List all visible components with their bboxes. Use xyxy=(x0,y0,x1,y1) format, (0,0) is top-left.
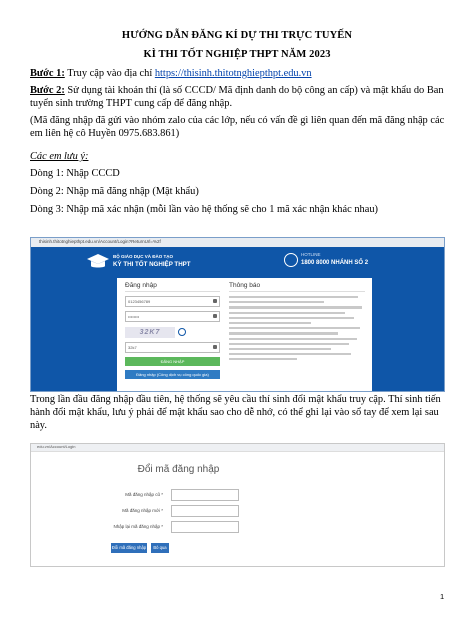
login-page-screenshot xyxy=(30,237,445,392)
step2-paragraph xyxy=(30,84,448,110)
old-code-input[interactable] xyxy=(171,489,239,501)
browser-address-bar xyxy=(31,238,444,247)
browser-address-bar xyxy=(31,444,444,452)
announcement-text-line xyxy=(229,332,338,334)
hotline-label: HOTLINE xyxy=(301,252,321,257)
instruction-line-1: Dòng 1: Nhập CCCD xyxy=(30,168,120,179)
announcement-panel xyxy=(229,282,365,363)
announcement-text-line xyxy=(229,301,324,303)
contact-note: (Mã đăng nhập đã gửi vào nhóm zalo của các lớp, nếu có vấn đề gì liên quan đến mã đăng nhập các em liên hệ cô Huyền 0975.683.861) xyxy=(30,115,445,139)
step1-label: Bước 1: xyxy=(30,68,65,79)
login-form xyxy=(125,282,220,379)
announcement-text-line xyxy=(229,317,354,319)
announcement-text-line xyxy=(229,348,331,350)
change-password-screenshot xyxy=(30,443,445,567)
login-card xyxy=(117,278,372,391)
captcha-value: 32k7 xyxy=(128,345,137,350)
announcement-text-line xyxy=(229,338,357,340)
change-code-button[interactable]: Đổi mã đăng nhập xyxy=(111,543,147,553)
hotline-number: 1800 8000 NHÁNH SỐ 2 xyxy=(301,260,369,266)
announcement-text-line xyxy=(229,343,349,345)
step1-paragraph xyxy=(30,67,448,80)
confirm-code-label: Nhập lại mã đăng nhập * xyxy=(113,524,163,529)
lock-icon xyxy=(213,314,217,318)
announcement-text-line xyxy=(229,358,297,360)
cccd-value: 0123456789 xyxy=(128,299,151,304)
shield-icon xyxy=(213,345,217,349)
old-code-label: Mã đăng nhập cũ * xyxy=(125,492,163,497)
captcha-image: 32K7 xyxy=(125,327,175,338)
announcement-heading: Thông báo xyxy=(229,282,365,292)
browser-url: thisinh.thitotnghiepthpt.edu.vn/Account/Login?ReturnUrl=%2f xyxy=(39,239,161,244)
step2-label: Bước 2: xyxy=(30,85,65,96)
captcha-row xyxy=(125,326,220,338)
login-heading: Đăng nhập xyxy=(125,282,220,292)
announcement-text-line xyxy=(229,306,362,308)
cccd-input[interactable] xyxy=(125,296,220,307)
announcement-text-line xyxy=(229,322,311,324)
password-input[interactable] xyxy=(125,311,220,322)
login-button[interactable]: ĐĂNG NHẬP xyxy=(125,357,220,366)
announcement-text-line xyxy=(229,312,345,314)
browser-url: edu.vn/Account/Login xyxy=(37,444,76,449)
user-icon xyxy=(213,299,217,303)
password-value: •••••••• xyxy=(128,314,140,319)
ministry-name: BỘ GIÁO DỤC VÀ ĐÀO TẠO xyxy=(113,254,174,259)
new-code-input[interactable] xyxy=(171,505,239,517)
refresh-icon[interactable] xyxy=(178,328,186,336)
confirm-code-row xyxy=(61,521,281,533)
announcement-text-line xyxy=(229,353,351,355)
notes-heading: Các em lưu ý: xyxy=(30,151,89,162)
change-password-title: Đổi mã đăng nhập xyxy=(137,464,220,475)
step1-link[interactable]: https://thisinh.thitotnghiepthpt.edu.vn xyxy=(154,68,312,79)
captcha-input[interactable] xyxy=(125,342,220,353)
instruction-line-2: Dòng 2: Nhập mã đăng nhập (Mật khẩu) xyxy=(30,186,199,197)
new-code-row xyxy=(61,505,281,517)
new-code-label: Mã đăng nhập mới * xyxy=(122,508,163,513)
doc-title-line1: HƯỚNG DẪN ĐĂNG KÍ DỰ THI TRỰC TUYẾN xyxy=(121,30,353,41)
exam-site-name: KỲ THI TỐT NGHIỆP THPT xyxy=(113,261,191,268)
skip-button[interactable]: Bỏ qua xyxy=(151,543,169,553)
phone-icon xyxy=(284,253,298,267)
step2-text: Sử dụng tài khoản thí (là số CCCD/ Mã định danh do bộ công an cấp) và mật khẩu do Ban tuyển sinh trường THPT cung cấp để đăng nhập. xyxy=(30,85,444,109)
old-code-row xyxy=(61,489,281,501)
vneid-login-button[interactable]: Đăng nhập (Công dịch vụ công quốc gia) xyxy=(125,370,220,379)
announcement-text-line xyxy=(229,327,360,329)
graduation-cap-icon xyxy=(86,252,110,272)
instruction-line-3: Dòng 3: Nhập mã xác nhận (mỗi lần vào hệ thống sẽ cho 1 mã xác nhận khác nhau) xyxy=(30,204,378,215)
password-change-paragraph: Trong lần đầu đăng nhập đầu tiên, hệ thống sẽ yêu cầu thí sinh đổi mật khẩu truy cập. Thí sinh tiến hành đổi mật khẩu, lưu ý phải để mật khẩu sao cho dễ nhớ, có thể ghi lại vào sổ tay để xem lại sau này. xyxy=(30,394,441,431)
confirm-code-input[interactable] xyxy=(171,521,239,533)
announcement-text-line xyxy=(229,296,358,298)
page-number: 1 xyxy=(440,592,445,601)
step1-text: Truy cập vào địa chỉ xyxy=(64,68,155,79)
doc-title-line2: KÌ THI TỐT NGHIỆP THPT NĂM 2023 xyxy=(143,49,331,60)
